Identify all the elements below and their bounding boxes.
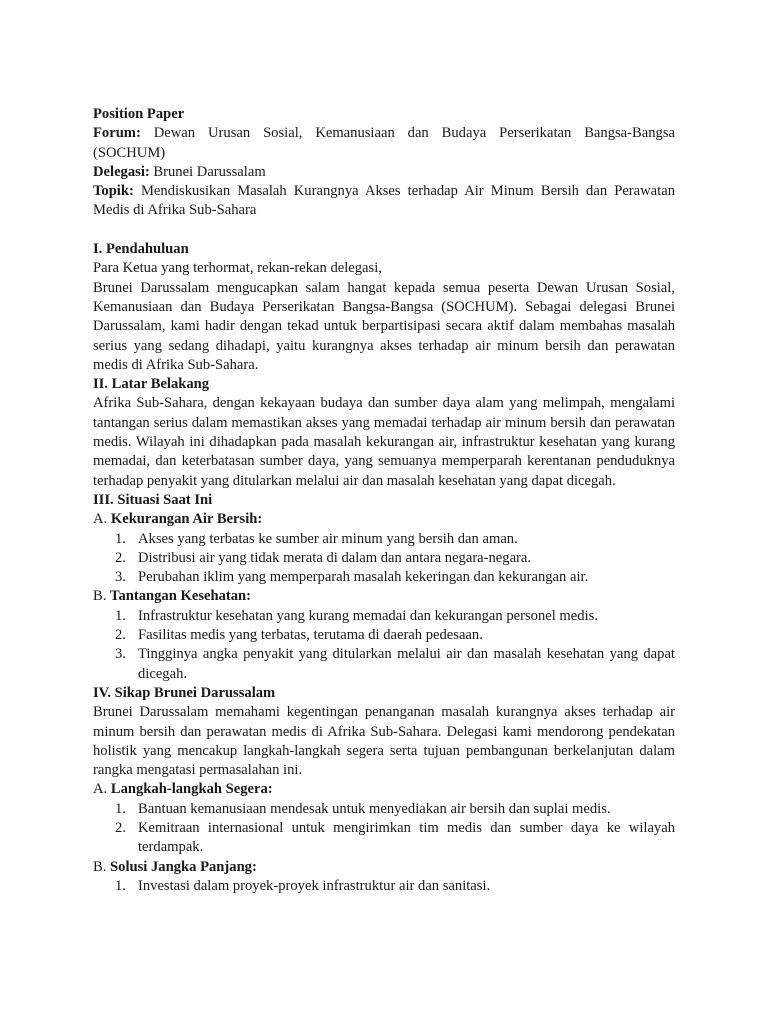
topik-value: Mendiskusikan Masalah Kurangnya Akses terhadap Air Minum Bersih dan Perawatan Medis di Afrika Sub-Sahara xyxy=(93,183,675,219)
list-item: 1. Bantuan kemanusiaan mendesak untuk menyediakan air bersih dan suplai medis. xyxy=(115,800,611,817)
list-item: 3. Perubahan iklim yang memperparah masalah kekeringan dan kekurangan air. xyxy=(115,569,589,586)
list-jangka-panjang xyxy=(93,877,675,896)
topik-label: Topik: xyxy=(93,183,134,200)
document-title: Position Paper xyxy=(93,106,185,122)
subheading-air-bersih: A. Kekurangan Air Bersih: xyxy=(93,511,263,528)
section-heading-latar: II. Latar Belakang xyxy=(93,376,210,393)
list-item: 2. Kemitraan internasional untuk mengirimkan tim medis dan sumber daya ke wilayah terdampak. xyxy=(115,819,675,856)
spacer xyxy=(93,221,675,240)
list-langkah-segera xyxy=(93,800,675,858)
list-item: 2. Fasilitas medis yang terbatas, terutama di daerah pedesaan. xyxy=(115,627,483,644)
list-item: 2. Distribusi air yang tidak merata di dalam dan antara negara-negara. xyxy=(115,549,532,566)
pendahuluan-body: Brunei Darussalam mengucapkan salam hangat kepada semua peserta Dewan Urusan Sosial, Kemanusiaan dan Budaya Perserikatan Bangsa-Bangsa (SOCHUM). Sebagai delegasi Brunei Darussalam, kami hadir dengan tekad untuk berpartisipasi secara aktif dalam membahas masalah serius yang sedang dihadapi, yaitu kurangnya akses terhadap air minum bersih dan perawatan medis di Afrika Sub-Sahara. xyxy=(93,279,675,373)
subheading-jangka-panjang: B. Solusi Jangka Panjang: xyxy=(93,858,257,875)
document-page xyxy=(93,105,675,896)
list-kesehatan xyxy=(93,607,675,684)
sikap-body: Brunei Darussalam memahami kegentingan penanganan masalah kurangnya akses terhadap air minum bersih dan perawatan medis di Afrika Sub-Sahara. Delegasi kami mendorong pendekatan holistik yang mencakup langkah-langkah segera serta tujuan pembangunan berkelanjutan dalam rangka mengatasi permasalahan ini. xyxy=(93,704,675,779)
list-item: 1. Investasi dalam proyek-proyek infrastruktur air dan sanitasi. xyxy=(115,877,491,894)
list-item: 1. Infrastruktur kesehatan yang kurang memadai dan kekurangan personel medis. xyxy=(115,607,598,624)
delegasi-line xyxy=(93,163,675,182)
section-heading-situasi: III. Situasi Saat Ini xyxy=(93,491,213,508)
subheading-langkah-segera: A. Langkah-langkah Segera: xyxy=(93,781,273,798)
forum-value: Dewan Urusan Sosial, Kemanusiaan dan Budaya Perserikatan Bangsa-Bangsa (SOCHUM) xyxy=(93,125,675,161)
delegasi-value: Brunei Darussalam xyxy=(153,163,266,180)
list-item: 3. Tingginya angka penyakit yang ditularkan melalui air dan masalah kesehatan yang dapat dicegah. xyxy=(115,646,675,682)
forum-label: Forum: xyxy=(93,125,141,142)
list-air-bersih xyxy=(93,530,675,588)
section-heading-pendahuluan: I. Pendahuluan xyxy=(93,241,189,258)
topik-line xyxy=(93,182,675,221)
section-heading-sikap: IV. Sikap Brunei Darussalam xyxy=(93,684,276,701)
list-item: 1. Akses yang terbatas ke sumber air minum yang bersih dan aman. xyxy=(115,530,518,547)
subheading-kesehatan: B. Tantangan Kesehatan: xyxy=(93,588,252,605)
greeting-text: Para Ketua yang terhormat, rekan-rekan delegasi, xyxy=(93,260,382,277)
forum-line xyxy=(93,124,675,163)
delegasi-label: Delegasi: xyxy=(93,163,150,180)
latar-body: Afrika Sub-Sahara, dengan kekayaan budaya dan sumber daya alam yang melimpah, mengalami tantangan serius dalam memastikan akses yang memadai terhadap air minum bersih dan perawatan medis. Wilayah ini dihadapkan pada masalah kekurangan air, infrastruktur kesehatan yang kurang memadai, dan keterbatasan sumber daya, yang semuanya memperparah kerentanan penduduknya terhadap penyakit yang ditularkan melalui air dan masalah kesehatan yang dapat dicegah. xyxy=(93,395,675,489)
